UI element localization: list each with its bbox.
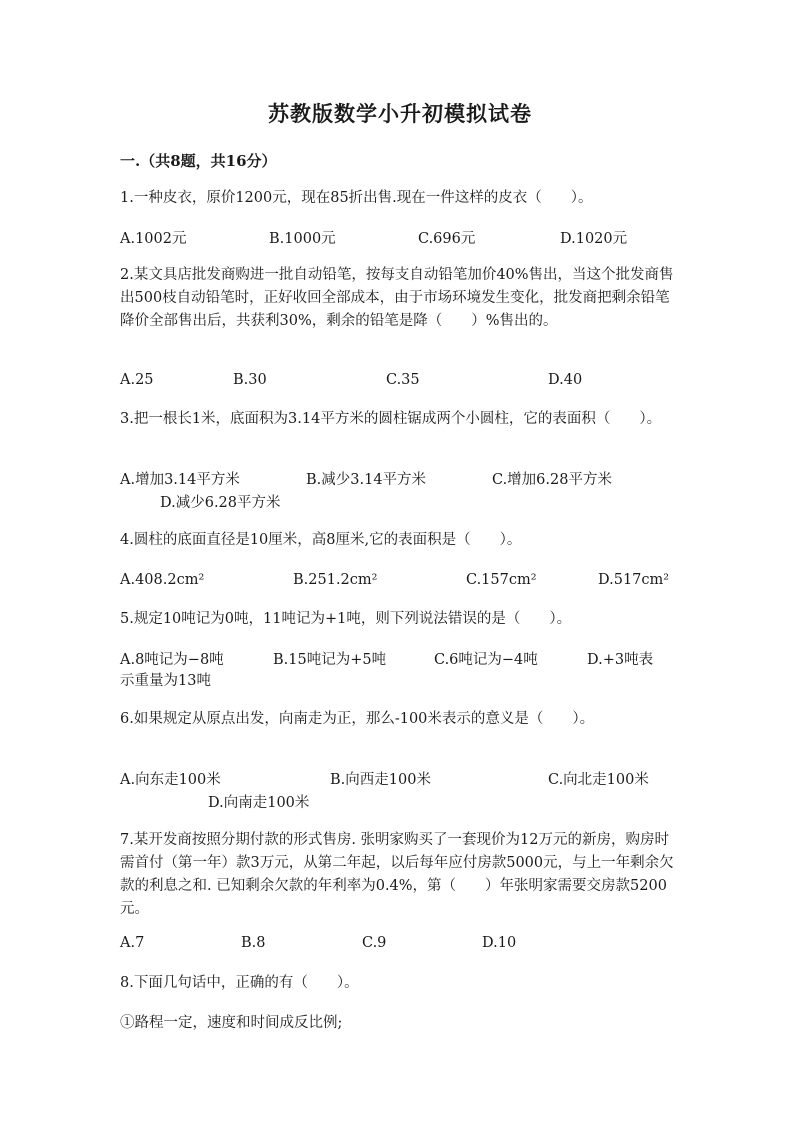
option-a[interactable]: A.向东走100米 bbox=[120, 772, 221, 788]
option-a[interactable]: A.408.2cm² bbox=[120, 572, 205, 588]
option-c[interactable]: C.35 bbox=[386, 372, 420, 388]
option-b[interactable]: B.15吨记为+5吨 bbox=[273, 652, 387, 668]
question-8-stem: 8.下面几句话中，正确的有（ ）。 bbox=[120, 975, 359, 991]
option-c[interactable]: C.增加6.28平方米 bbox=[492, 472, 612, 488]
option-d[interactable]: D.减少6.28平方米 bbox=[160, 495, 281, 511]
option-b[interactable]: B.8 bbox=[241, 935, 266, 951]
option-b[interactable]: B.减少3.14平方米 bbox=[306, 472, 427, 488]
question-4-stem: 4.圆柱的底面直径是10厘米，高8厘米,它的表面积是（ ）。 bbox=[120, 532, 522, 548]
option-a[interactable]: A.7 bbox=[120, 935, 145, 951]
option-d[interactable]: D.10 bbox=[482, 935, 517, 951]
option-b[interactable]: B.1000元 bbox=[269, 231, 336, 247]
option-d-continuation: 示重量为13吨 bbox=[120, 673, 211, 689]
option-a[interactable]: A.增加3.14平方米 bbox=[120, 472, 240, 488]
option-c[interactable]: C.向北走100米 bbox=[548, 772, 649, 788]
option-a[interactable]: A.8吨记为−8吨 bbox=[120, 652, 224, 668]
option-d[interactable]: D.1020元 bbox=[560, 231, 628, 247]
option-d[interactable]: D.40 bbox=[548, 372, 583, 388]
option-c[interactable]: C.696元 bbox=[418, 231, 476, 247]
question-7-stem: 7.某开发商按照分期付款的形式售房. 张明家购买了一套现价为12万元的新房，购房时需首付（第一年）款3万元，从第二年起，以后每年应付房款5000元，与上一年剩余欠款的利息之和. 已知剩余欠款的年利率为0.4%，第（ ）年张明家需要交房款5200元。 bbox=[120, 832, 674, 917]
statement-1: ①路程一定，速度和时间成反比例; bbox=[120, 1015, 343, 1031]
option-c[interactable]: C.6吨记为−4吨 bbox=[434, 652, 538, 668]
option-b[interactable]: B.251.2cm² bbox=[293, 572, 378, 588]
page-title: 苏教版数学小升初模拟试卷 bbox=[268, 101, 532, 126]
option-d[interactable]: D.517cm² bbox=[598, 572, 670, 588]
option-a[interactable]: A.1002元 bbox=[120, 231, 187, 247]
option-c[interactable]: C.9 bbox=[362, 935, 387, 951]
question-5-stem: 5.规定10吨记为0吨，11吨记为+1吨，则下列说法错误的是（ ）。 bbox=[120, 611, 572, 627]
question-3-stem: 3.把一根长1米，底面积为3.14平方米的圆柱锯成两个小圆柱，它的表面积（ ）。 bbox=[120, 411, 662, 427]
question-6-stem: 6.如果规定从原点出发，向南走为正，那么-100米表示的意义是（ ）。 bbox=[120, 711, 595, 727]
option-b[interactable]: B.30 bbox=[233, 372, 267, 388]
option-a[interactable]: A.25 bbox=[120, 372, 154, 388]
option-c[interactable]: C.157cm² bbox=[466, 572, 537, 588]
option-d[interactable]: D.向南走100米 bbox=[208, 795, 310, 811]
option-d[interactable]: D.+3吨表 bbox=[587, 652, 654, 668]
question-1-stem: 1.一种皮衣，原价1200元，现在85折出售.现在一件这样的皮衣（ ）。 bbox=[120, 190, 593, 206]
question-2-stem: 2.某文具店批发商购进一批自动铅笔，按每支自动铅笔加价40%售出，当这个批发商售出500枝自动铅笔时，正好收回全部成本，由于市场环境发生变化，批发商把剩余铅笔降价全部售出后，共获利30%，剩余的铅笔是降（ ）%售出的。 bbox=[120, 267, 674, 329]
option-b[interactable]: B.向西走100米 bbox=[330, 772, 431, 788]
section-heading: 一.（共8题，共16分） bbox=[120, 152, 277, 170]
